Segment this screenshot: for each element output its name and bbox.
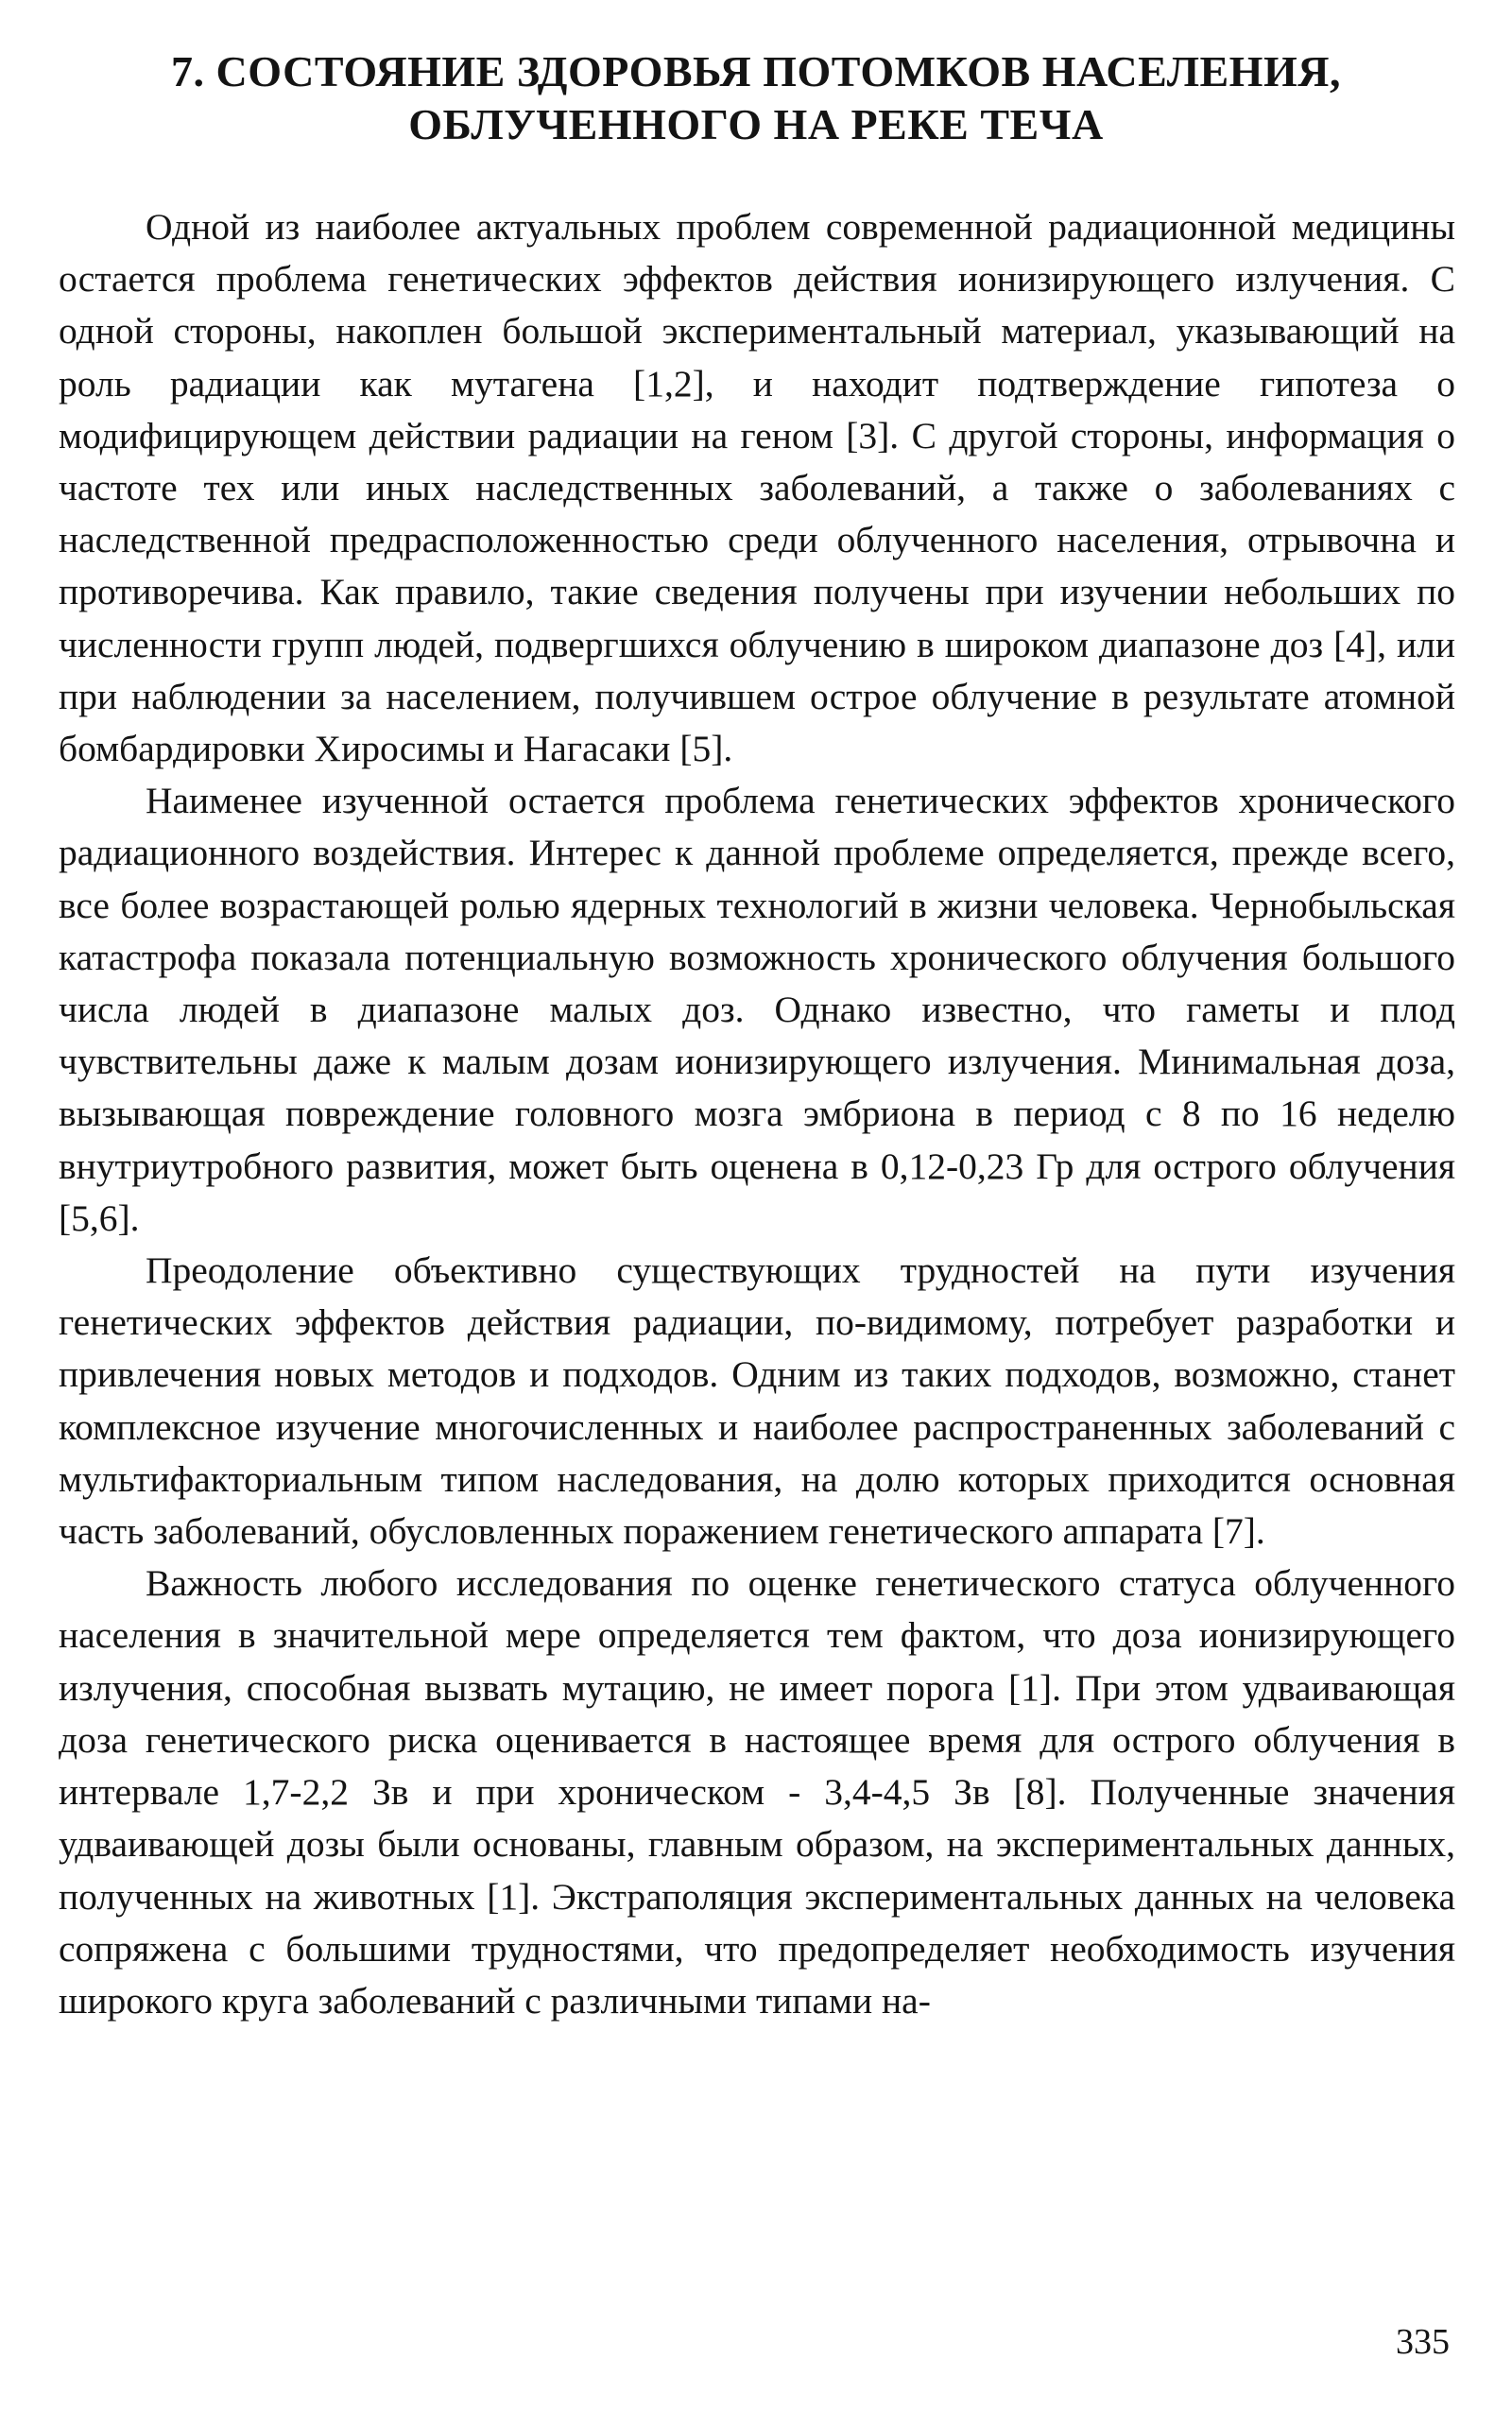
- paragraph-4: Важность любого исследования по оценке генетического статуса облученного населения в значительной мере определяется тем фактом, что доза ионизирующего излучения, способная вызвать мутацию, не имеет порога [1]. При этом удваивающая доза генетического риска оценивается в настоящее время для острого облучения в интервале 1,7-2,2 Зв и при хроническом - 3,4-4,5 Зв [8]. Полученные значения удваивающей дозы были основаны, главным образом, на экспериментальных данных, полученных на животных [1]. Экстраполяция экспериментальных данных на человека сопряжена с большими трудностями, что предопределяет необходимость изучения широкого круга заболеваний с различными типами на-: [59, 1562, 1455, 2022]
- page-number: 335: [1396, 2322, 1450, 2362]
- chapter-heading-line-1: 7. СОСТОЯНИЕ ЗДОРОВЬЯ ПОТОМКОВ НАСЕЛЕНИЯ,: [171, 47, 1341, 95]
- paragraph-3: Преодоление объективно существующих трудностей на пути изучения генетических эффектов действия радиации, по-видимому, потребует разработки и привлечения новых методов и подходов. Одним из таких подходов, возможно, станет комплексное изучение многочисленных и наиболее распространенных заболеваний с мультифакториальным типом наследования, на долю которых приходится основная часть заболеваний, обусловленных поражением генетического аппарата [7].: [59, 1249, 1455, 1553]
- chapter-heading: [57, 45, 1455, 151]
- paragraph-2: Наименее изученной остается проблема генетических эффектов хронического радиационного воздействия. Интерес к данной проблеме определяется, прежде всего, все более возрастающей ролью ядерных технологий в жизни человека. Чернобыльская катастрофа показала потенциальную возможность хронического облучения большого числа людей в диапазоне малых доз. Однако известно, что гаметы и плод чувствительны даже к малым дозам ионизирующего излучения. Минимальная доза, вызывающая повреждение головного мозга эмбриона в период с 8 по 16 неделю внутриутробного развития, может быть оценена в 0,12-0,23 Гр для острого облучения [5,6].: [59, 780, 1455, 1239]
- chapter-heading-line-2: ОБЛУЧЕННОГО НА РЕКЕ ТЕЧА: [408, 100, 1104, 148]
- body-text: [59, 201, 1455, 2027]
- paragraph-1: Одной из наиболее актуальных проблем современной радиационной медицины остается проблема генетических эффектов действия ионизирующего излучения. С одной стороны, накоплен большой экспериментальный материал, указывающий на роль радиации как мутагена [1,2], и находит подтверждение гипотеза о модифицирующем действии радиации на геном [3]. С другой стороны, информация о частоте тех или иных наследственных заболеваний, а также о заболеваниях с наследственной предрасположенностью среди облученного населения, отрывочна и противоречива. Как правило, такие сведения получены при изучении небольших по численности групп людей, подвергшихся облучению в широком диапазоне доз [4], или при наблюдении за населением, получившем острое облучение в результате атомной бомбардировки Хиросимы и Нагасаки [5].: [59, 206, 1455, 770]
